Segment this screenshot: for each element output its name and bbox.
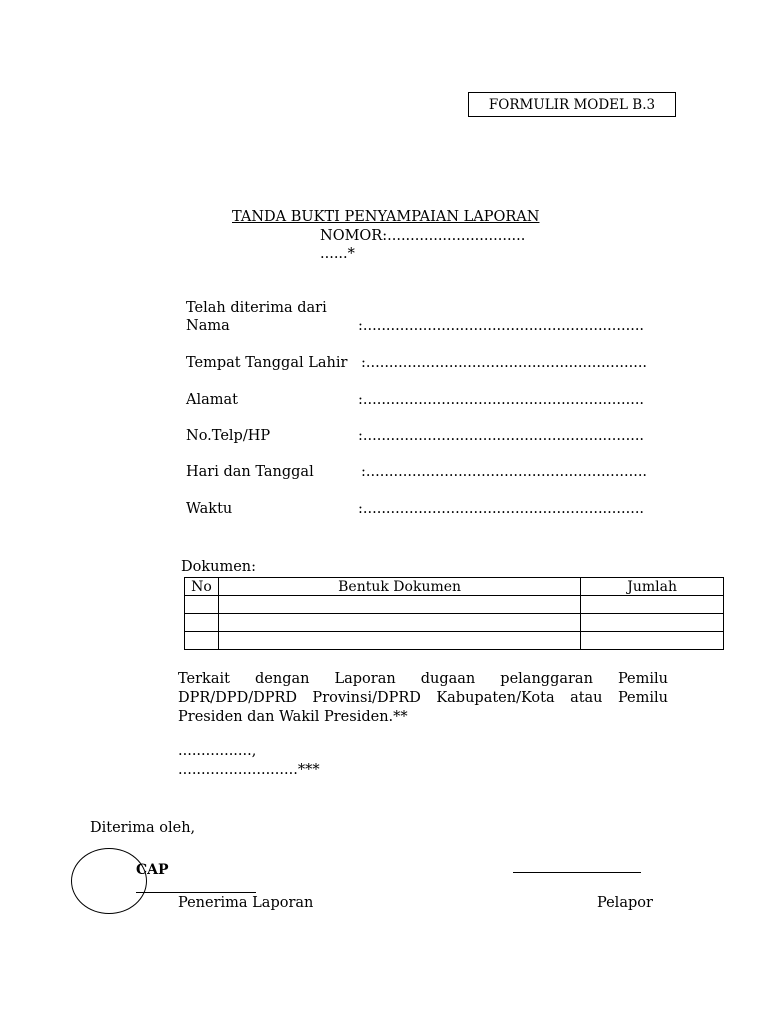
table-cell[interactable] [185, 632, 219, 650]
column-header-bentuk-dokumen: Bentuk Dokumen [218, 578, 580, 596]
received-from-label: Telah diterima dari [186, 300, 327, 316]
field-value-alamat: :............................................................. [358, 392, 645, 408]
field-label-hari-tanggal: Hari dan Tanggal [186, 464, 314, 480]
documents-table [184, 577, 724, 650]
date-line: ..........................*** [178, 762, 320, 778]
column-header-no: No [185, 578, 219, 596]
table-cell[interactable] [218, 596, 580, 614]
statement-line-2: DPR/DPD/DPRD Provinsi/DPRD Kabupaten/Kota atau Pemilu [178, 690, 668, 706]
table-row [185, 614, 724, 632]
field-label-no-telp: No.Telp/HP [186, 428, 271, 444]
received-by-label: Diterima oleh, [90, 820, 196, 836]
table-cell[interactable] [581, 632, 724, 650]
receiver-signature-label: Penerima Laporan [178, 895, 314, 911]
place-line: ................, [178, 743, 257, 759]
field-value-hari-tanggal: :............................................................. [361, 464, 648, 480]
statement-paragraph [178, 670, 668, 727]
receiver-signature-line [136, 892, 256, 893]
field-value-nama: :............................................................. [358, 318, 645, 334]
stamp-circle [71, 848, 147, 914]
table-cell[interactable] [581, 614, 724, 632]
field-label-alamat: Alamat [186, 392, 238, 408]
table-row [185, 596, 724, 614]
statement-line-3: Presiden dan Wakil Presiden.** [178, 709, 408, 725]
stamp-label: CAP [136, 862, 169, 878]
field-value-waktu: :............................................................. [358, 501, 645, 517]
table-row [185, 632, 724, 650]
field-label-waktu: Waktu [186, 501, 233, 517]
table-cell[interactable] [185, 596, 219, 614]
reporter-signature-line [513, 872, 641, 873]
statement-line-1: Terkait dengan Laporan dugaan pelanggaran Pemilu [178, 671, 668, 687]
field-label-nama: Nama [186, 318, 230, 334]
table-cell[interactable] [185, 614, 219, 632]
document-title: TANDA BUKTI PENYAMPAIAN LAPORAN [232, 209, 540, 225]
table-cell[interactable] [218, 632, 580, 650]
reporter-signature-label: Pelapor [597, 895, 653, 911]
table-cell[interactable] [581, 596, 724, 614]
field-label-tempat-tanggal-lahir: Tempat Tanggal Lahir [186, 355, 348, 371]
table-cell[interactable] [218, 614, 580, 632]
field-value-tempat-tanggal-lahir: :............................................................. [361, 355, 648, 371]
nomor-continuation: ......* [320, 246, 355, 262]
documents-label: Dokumen: [181, 559, 257, 575]
column-header-jumlah: Jumlah [581, 578, 724, 596]
nomor-line: NOMOR:.............................. [320, 228, 526, 244]
table-header-row [185, 578, 724, 596]
form-model-label: FORMULIR MODEL B.3 [468, 92, 676, 117]
field-value-no-telp: :............................................................. [358, 428, 645, 444]
